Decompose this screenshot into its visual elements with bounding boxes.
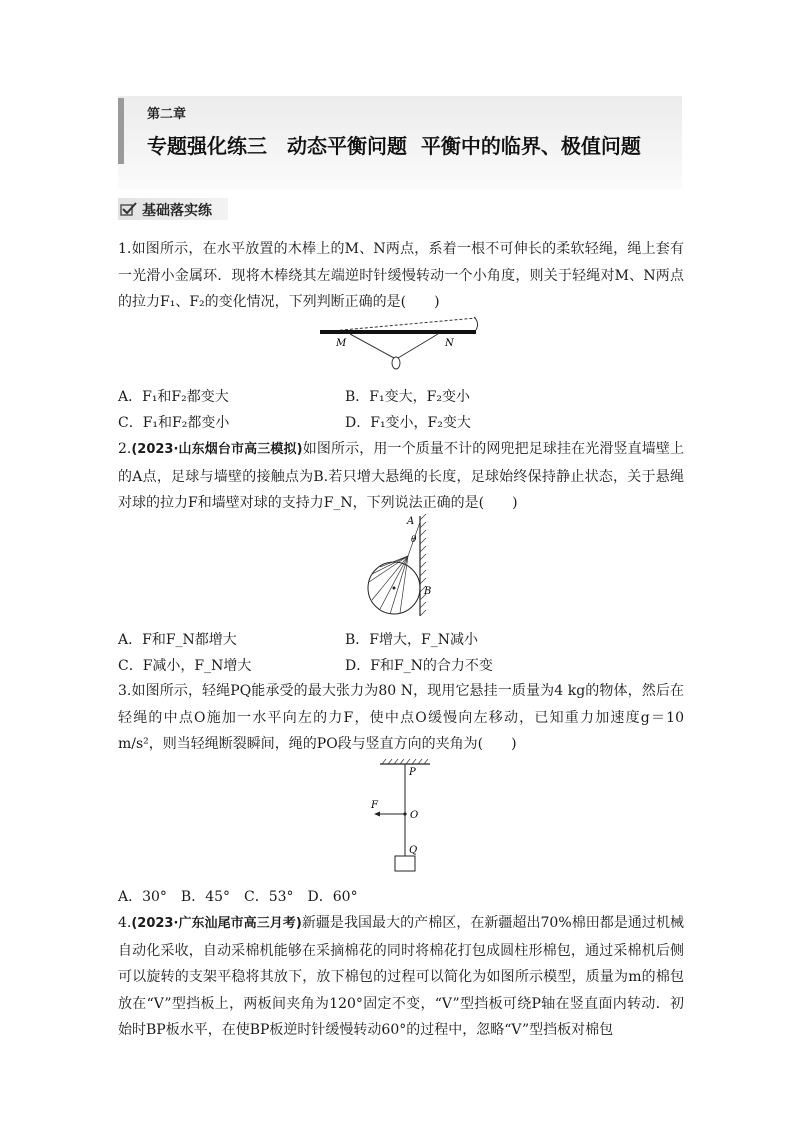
q2-option-b: B．F增大，F_N减小 (345, 632, 478, 648)
q2-option-a: A．F和F_N都增大 (118, 632, 237, 648)
checkmark-box-icon (120, 201, 138, 217)
q2-body: 如图所示，用一个质量不计的网兜把足球挂在光滑竖直墙壁上的A点，足球与墙壁的接触点为B.若只增大悬绳的长度，足球始终保持静止状态，关于悬绳对球的拉力F和墙壁对球的支持力F_N，下列说法正确的是( ) (118, 441, 684, 511)
label-p: P (409, 767, 416, 778)
question-1-text: 1.如图所示，在水平放置的木棒上的M、N两点，系着一根不可伸长的柔软轻绳，绳上套有一光滑小金属环．现将木棒绕其左端逆时针缓慢转动一个小角度，则关于轻绳对M、N两点的拉力F₁、F₂的变化情况，下列判断正确的是( ) (118, 241, 684, 310)
label-a: A (407, 516, 415, 527)
section-title: 基础落实练 (142, 203, 212, 219)
label-o: O (410, 810, 419, 821)
question-2-text (118, 436, 684, 517)
label-theta: θ (411, 535, 417, 545)
header-accent-bar (118, 98, 124, 164)
question-2-figure (360, 512, 450, 622)
label-q: Q (409, 845, 418, 856)
q4-number: 4. (118, 915, 132, 931)
label-n: N (445, 338, 454, 349)
label-m: M (336, 338, 347, 349)
page-title: 专题强化练三 动态平衡问题 平衡中的临界、极值问题 (147, 134, 641, 158)
q1-option-c: C．F₁和F₂都变小 (118, 415, 230, 431)
chapter-label: 第二章 (147, 107, 187, 122)
q2-option-d: D．F和F_N的合力不变 (345, 658, 493, 674)
q1-option-d: D．F₁变小，F₂变大 (345, 415, 471, 431)
q3-options: A．30° B．45° C．53° D．60° (118, 889, 358, 905)
question-1-figure (310, 314, 490, 372)
question-3-text: 3.如图所示，轻绳PQ能承受的最大张力为80 N，现用它悬挂一质量为4 kg的物体，然后在轻绳的中点O施加一水平向左的力F，使中点O缓慢向左移动，已知重力加速度g＝10 m/s²，则当轻绳断裂瞬间，绳的PO段与竖直方向的夹角为( ) (118, 683, 684, 752)
q1-option-b: B．F₁变大，F₂变小 (345, 389, 470, 405)
q4-source: (2023·广东汕尾市高三月考) (131, 916, 302, 931)
label-b: B (424, 586, 432, 597)
label-f: F (371, 800, 378, 811)
q2-number: 2. (118, 441, 132, 457)
question-4-text (118, 910, 684, 1044)
q4-body: 新疆是我国最大的产棉区，在新疆超出70%棉田都是通过机械自动化采收，自动采棉机能够在采摘棉花的同时将棉花打包成圆柱形棉包，通过采棉机后侧可以旋转的支架平稳将其放下，放下棉包的过程可以简化为如图所示模型，质量为m的棉包放在“V”型挡板上，两板间夹角为120°固定不变，“V”型挡板可绕P轴在竖直面内转动．初始时BP板水平，在使BP板逆时针缓慢转动60°的过程中，忽略“V”型挡板对棉包 (118, 915, 684, 1038)
question-3-figure (364, 758, 438, 876)
q2-source: (2023·山东烟台市高三模拟) (131, 442, 303, 457)
q2-option-c: C．F减小，F_N增大 (118, 658, 252, 674)
q1-option-a: A．F₁和F₂都变大 (118, 389, 229, 405)
